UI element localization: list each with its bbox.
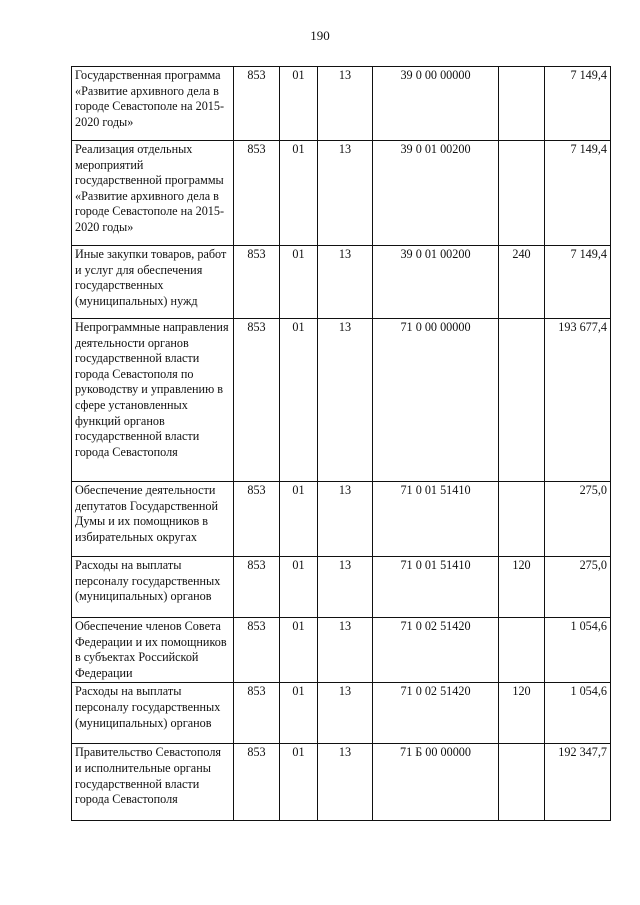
row-name-cell: Реализация отдельных мероприятий государственной программы «Развитие архивного дела в городе Севастополе на 2015-2020 годы» xyxy=(72,141,234,246)
table-row xyxy=(72,557,611,618)
table-row xyxy=(72,744,611,821)
row-cs-cell: 71 0 01 51410 xyxy=(373,482,499,557)
row-gl-cell: 853 xyxy=(234,319,280,482)
row-gl-cell: 853 xyxy=(234,141,280,246)
row-name-cell: Иные закупки товаров, работ и услуг для обеспечения государственных (муниципальных) нужд xyxy=(72,246,234,319)
row-sum-cell: 7 149,4 xyxy=(545,141,611,246)
row-rz-cell: 01 xyxy=(280,141,318,246)
page-number: 190 xyxy=(310,28,330,43)
row-name-cell: Обеспечение деятельности депутатов Государственной Думы и их помощников в избирательных округах xyxy=(72,482,234,557)
row-rz-cell: 01 xyxy=(280,246,318,319)
row-pr-cell: 13 xyxy=(318,246,373,319)
row-sum-cell: 1 054,6 xyxy=(545,618,611,683)
row-cs-cell: 39 0 00 00000 xyxy=(373,67,499,141)
table-row xyxy=(72,319,611,482)
row-name-cell: Расходы на выплаты персоналу государственных (муниципальных) органов xyxy=(72,557,234,618)
row-sum-cell: 1 054,6 xyxy=(545,683,611,744)
budget-table xyxy=(71,66,611,821)
table-row xyxy=(72,618,611,683)
row-sum-cell: 275,0 xyxy=(545,482,611,557)
row-rz-cell: 01 xyxy=(280,557,318,618)
row-vr-cell: 120 xyxy=(499,683,545,744)
row-pr-cell: 13 xyxy=(318,67,373,141)
row-rz-cell: 01 xyxy=(280,683,318,744)
row-rz-cell: 01 xyxy=(280,67,318,141)
row-rz-cell: 01 xyxy=(280,618,318,683)
row-vr-cell: 120 xyxy=(499,557,545,618)
row-rz-cell: 01 xyxy=(280,744,318,821)
row-pr-cell: 13 xyxy=(318,557,373,618)
row-cs-cell: 71 0 02 51420 xyxy=(373,683,499,744)
row-vr-cell xyxy=(499,618,545,683)
row-sum-cell: 275,0 xyxy=(545,557,611,618)
row-rz-cell: 01 xyxy=(280,319,318,482)
row-cs-cell: 39 0 01 00200 xyxy=(373,141,499,246)
row-rz-cell: 01 xyxy=(280,482,318,557)
table-row xyxy=(72,246,611,319)
row-vr-cell xyxy=(499,482,545,557)
row-cs-cell: 71 0 01 51410 xyxy=(373,557,499,618)
row-sum-cell: 193 677,4 xyxy=(545,319,611,482)
table-row xyxy=(72,683,611,744)
row-sum-cell: 192 347,7 xyxy=(545,744,611,821)
row-sum-cell: 7 149,4 xyxy=(545,246,611,319)
row-vr-cell xyxy=(499,744,545,821)
row-gl-cell: 853 xyxy=(234,246,280,319)
row-pr-cell: 13 xyxy=(318,683,373,744)
row-vr-cell xyxy=(499,67,545,141)
table-row xyxy=(72,67,611,141)
row-pr-cell: 13 xyxy=(318,482,373,557)
row-sum-cell: 7 149,4 xyxy=(545,67,611,141)
row-name-cell: Непрограммные направления деятельности органов государственной власти города Севастополя по руководству и управлению в сфере установленных функций органов государственной власти города Севастополя xyxy=(72,319,234,482)
row-cs-cell: 71 0 00 00000 xyxy=(373,319,499,482)
row-gl-cell: 853 xyxy=(234,744,280,821)
row-name-cell: Расходы на выплаты персоналу государственных (муниципальных) органов xyxy=(72,683,234,744)
row-name-cell: Государственная программа «Развитие архивного дела в городе Севастополе на 2015-2020 годы» xyxy=(72,67,234,141)
table-row xyxy=(72,141,611,246)
row-pr-cell: 13 xyxy=(318,744,373,821)
row-gl-cell: 853 xyxy=(234,482,280,557)
row-vr-cell xyxy=(499,141,545,246)
row-cs-cell: 71 0 02 51420 xyxy=(373,618,499,683)
row-cs-cell: 39 0 01 00200 xyxy=(373,246,499,319)
row-cs-cell: 71 Б 00 00000 xyxy=(373,744,499,821)
row-pr-cell: 13 xyxy=(318,141,373,246)
row-pr-cell: 13 xyxy=(318,319,373,482)
row-name-cell: Правительство Севастополя и исполнительные органы государственной власти города Севастополя xyxy=(72,744,234,821)
row-gl-cell: 853 xyxy=(234,67,280,141)
row-name-cell: Обеспечение членов Совета Федерации и их помощников в субъектах Российской Федерации xyxy=(72,618,234,683)
row-vr-cell xyxy=(499,319,545,482)
table-row xyxy=(72,482,611,557)
row-gl-cell: 853 xyxy=(234,618,280,683)
row-gl-cell: 853 xyxy=(234,683,280,744)
row-gl-cell: 853 xyxy=(234,557,280,618)
row-pr-cell: 13 xyxy=(318,618,373,683)
row-vr-cell: 240 xyxy=(499,246,545,319)
